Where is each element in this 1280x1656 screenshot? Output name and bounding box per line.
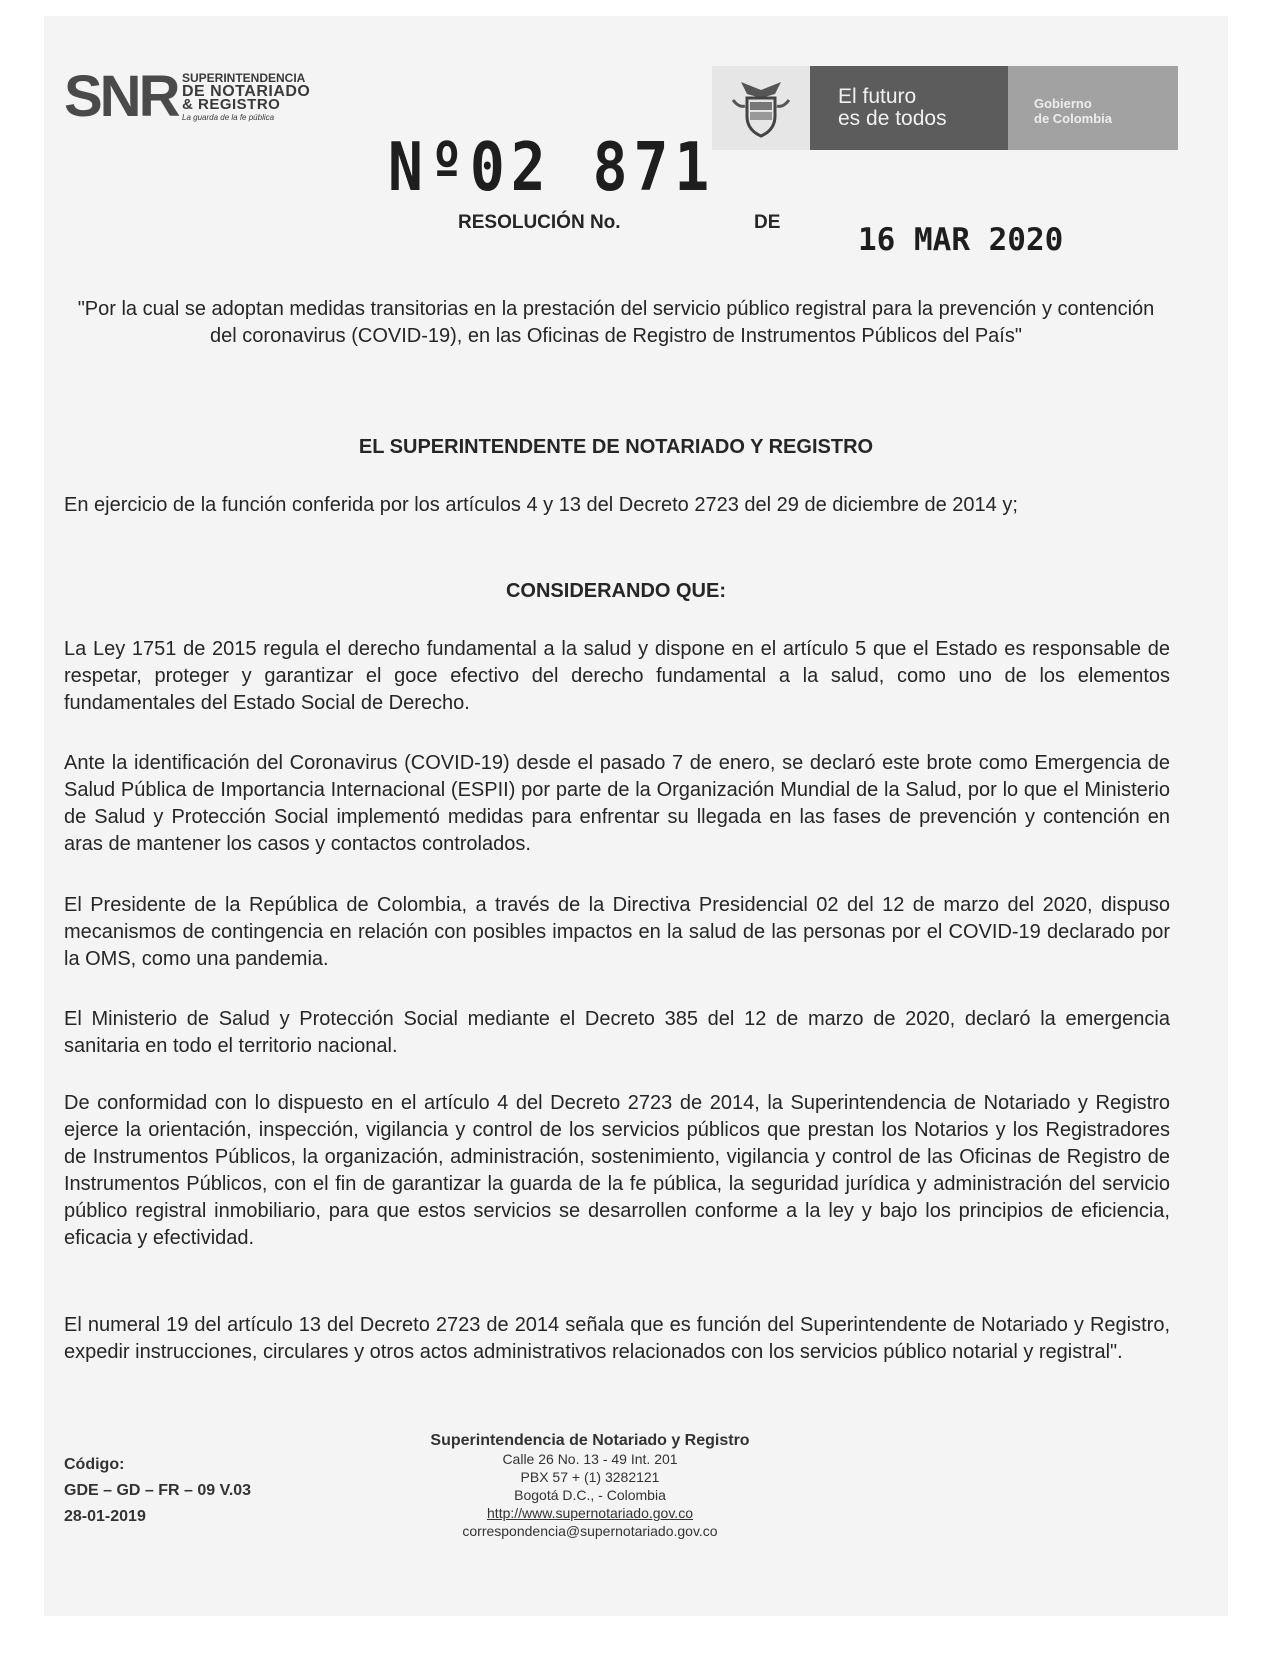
gov-slogan-line1: El futuro xyxy=(838,85,917,108)
code-label: Código: xyxy=(64,1456,125,1473)
government-banner xyxy=(712,66,1178,150)
code-date: 28-01-2019 xyxy=(64,1508,146,1525)
snr-logo-text xyxy=(182,72,310,124)
gov-name xyxy=(1008,66,1178,150)
considering-paragraph: Ante la identificación del Coronavirus (COVID-19) desde el pasado 7 de enero, se declaró este brote como Emergencia de Salud Pública de Importancia Internacional (ESPII) por parte de la Organización Mundial de la Salud, por lo que el Ministerio de Salud y Protección Social implementó medidas para enfrentar su llegada en las fases de prevención y contención en aras de mantener los casos y contactos controlados. xyxy=(64,752,1170,855)
considering-paragraph: El numeral 19 del artículo 13 del Decreto 2723 de 2014 señala que es función del Superintendente de Notariado y Registro, expedir instrucciones, circulares y otros actos administrativos relacionados con los servicios público notarial y registral". xyxy=(64,1314,1170,1363)
contact-footer xyxy=(360,1432,820,1540)
gov-slogan-line2: es de todos xyxy=(838,107,947,130)
colombia-coat-of-arms-icon xyxy=(712,66,810,150)
document-code xyxy=(64,1452,251,1530)
footer-email[interactable]: correspondencia@supernotariado.gov.co xyxy=(462,1523,718,1539)
gov-name-line2: de Colombia xyxy=(1034,111,1113,126)
issuing-authority: EL SUPERINTENDENTE DE NOTARIADO Y REGISTRO xyxy=(358,436,874,458)
considering-paragraph: El Ministerio de Salud y Protección Social mediante el Decreto 385 del 12 de marzo de 2020, declaró la emergencia sanitaria en todo el territorio nacional. xyxy=(64,1008,1170,1057)
footer-city: Bogotá D.C., - Colombia xyxy=(514,1487,666,1503)
code-value: GDE – GD – FR – 09 V.03 xyxy=(64,1482,252,1499)
footer-phone: PBX 57 + (1) 3282121 xyxy=(520,1469,660,1485)
snr-logo-line2: DE NOTARIADO xyxy=(182,83,311,100)
snr-logo-mark: SNR xyxy=(64,64,178,129)
snr-logo xyxy=(64,64,354,138)
resolution-title: "Por la cual se adoptan medidas transitorias en la prestación del servicio público registral para la prevención y contención del coronavirus (COVID-19), en las Oficinas de Registro de Instrumentos Públicos del País" xyxy=(77,298,1155,347)
resolution-label: RESOLUCIÓN No. xyxy=(458,212,621,233)
date-label: DE xyxy=(754,212,781,233)
legal-basis: En ejercicio de la función conferida por los artículos 4 y 13 del Decreto 2723 del 29 de diciembre de 2014 y; xyxy=(64,494,1018,516)
footer-address: Calle 26 No. 13 - 49 Int. 201 xyxy=(502,1451,678,1467)
considering-paragraph: La Ley 1751 de 2015 regula el derecho fundamental a la salud y dispone en el artículo 5 que el Estado es responsable de respetar, proteger y garantizar el goce efectivo del derecho fundamental a la salud, como uno de los elementos fundamentales del Estado Social de Derecho. xyxy=(64,638,1170,714)
gov-name-line1: Gobierno xyxy=(1034,96,1092,111)
footer-org: Superintendencia de Notariado y Registro xyxy=(430,1432,750,1449)
snr-logo-line3: & REGISTRO xyxy=(182,96,281,113)
snr-logo-line1: SUPERINTENDENCIA xyxy=(182,71,306,85)
resolution-date-stamp: 16 MAR 2020 xyxy=(858,222,1064,258)
gov-slogan xyxy=(810,66,1008,150)
resolution-number-stamp: Nº02 871 xyxy=(388,128,716,207)
footer-website-link[interactable]: http://www.supernotariado.gov.co xyxy=(487,1505,693,1521)
considering-heading: CONSIDERANDO QUE: xyxy=(505,580,726,602)
considering-paragraph: De conformidad con lo dispuesto en el artículo 4 del Decreto 2723 de 2014, la Superintendencia de Notariado y Registro ejerce la orientación, inspección, vigilancia y control de los servicios públicos que prestan los Notarios y los Registradores de Instrumentos Públicos, la organización, administración, sostenimiento, vigilancia y control de las Oficinas de Registro de Instrumentos Públicos, con el fin de garantizar la guarda de la fe pública, la seguridad jurídica y administración del servicio público registral inmobiliario, para que estos servicios se desarrollen conforme a la ley y bajo los principios de eficiencia, eficacia y efectividad. xyxy=(64,1092,1170,1249)
snr-logo-tagline: La guarda de la fe pública xyxy=(182,113,275,122)
considering-paragraph: El Presidente de la República de Colombia, a través de la Directiva Presidencial 02 del 12 de marzo del 2020, dispuso mecanismos de contingencia en relación con posibles impactos en la salud de las personas por el COVID-19 declarado por la OMS, como una pandemia. xyxy=(64,894,1170,970)
